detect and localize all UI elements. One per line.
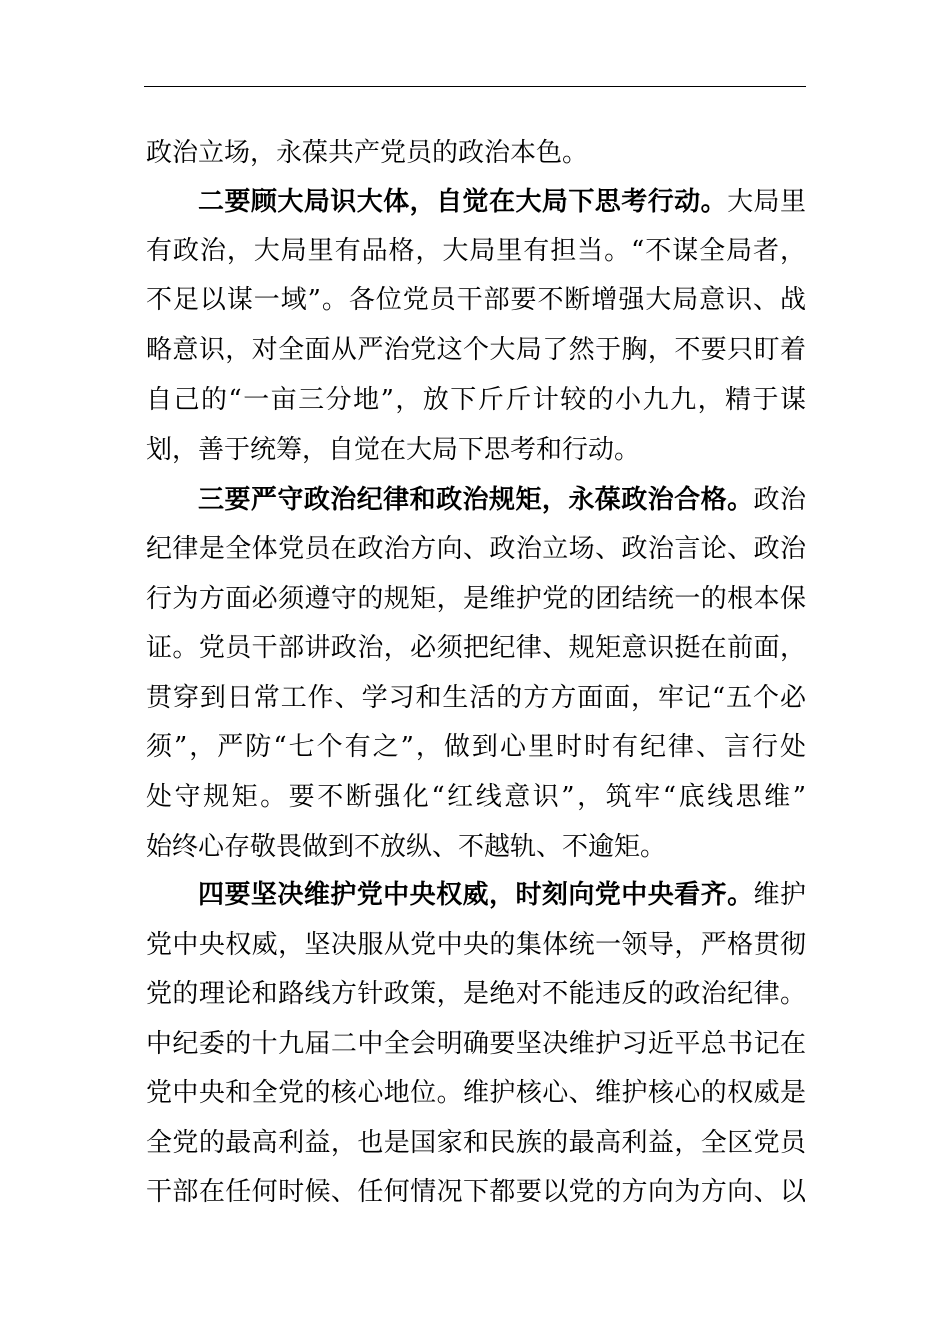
text-line: 处守规矩。要不断强化“红线意识”，筑牢“底线思维” [146,782,806,812]
text-run: 大局里 [727,187,806,217]
text-line: 始终心存敬畏做到不放纵、不越轨、不逾矩。 [146,832,667,862]
text-line: 党的理论和路线方针政策，是绝对不能违反的政治纪律。 [146,979,806,1009]
text-line: 纪律是全体党员在政治方向、政治立场、政治言论、政治 [146,534,806,564]
text-line: 干部在任何时候、任何情况下都要以党的方向为方向、以 [146,1177,806,1207]
text-line: 略意识，对全面从严治党这个大局了然于胸，不要只盯着 [146,335,806,365]
text-line: 不足以谋一域”。各位党员干部要不断增强大局意识、战 [146,285,806,315]
text-line: 政治立场，永葆共产党员的政治本色。 [146,138,589,168]
text-line: 贯穿到日常工作、学习和生活的方方面面，牢记“五个必 [146,683,806,713]
text-run: 维护 [753,880,806,910]
paragraph-heading: 三要严守政治纪律和政治规矩，永葆政治合格。 [198,485,754,515]
paragraph-heading: 二要顾大局识大体，自觉在大局下思考行动。 [198,187,728,217]
paragraph-heading-line [198,478,806,522]
text-line: 须”，严防“七个有之”，做到心里时时有纪律、言行处 [146,732,806,762]
text-line: 自己的“一亩三分地”，放下斤斤计较的小九九，精于谋 [146,385,806,415]
text-run: 政治 [753,485,806,515]
header-rule [144,86,806,87]
paragraph-heading-line [198,873,806,917]
text-line: 全党的最高利益，也是国家和民族的最高利益，全区党员 [146,1128,806,1158]
text-line: 有政治，大局里有品格，大局里有担当。“不谋全局者， [146,236,806,266]
text-line: 党中央和全党的核心地位。维护核心、维护核心的权威是 [146,1078,806,1108]
paragraph-heading-line [198,180,806,224]
paragraph-heading: 四要坚决维护党中央权威，时刻向党中央看齐。 [198,880,754,910]
text-line: 中纪委的十九届二中全会明确要坚决维护习近平总书记在 [146,1029,806,1059]
text-line: 证。党员干部讲政治，必须把纪律、规矩意识挺在前面， [146,633,806,663]
text-line: 行为方面必须遵守的规矩，是维护党的团结统一的根本保 [146,584,806,614]
text-line: 党中央权威，坚决服从党中央的集体统一领导，严格贯彻 [146,930,806,960]
text-line: 划，善于统筹，自觉在大局下思考和行动。 [146,435,641,465]
